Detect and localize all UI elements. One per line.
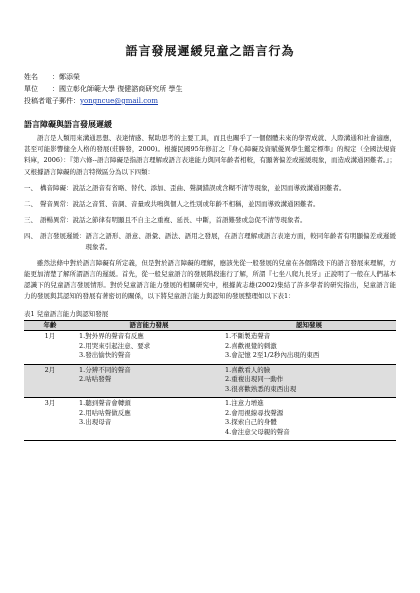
intro-paragraph: 語言是人類用來溝通思想、表達情感、幫助思考的主要工具，而且也關乎了一個個體未來的學習成就、人際溝通和社會適應，甚至可能影響健全人格的發展(莊勝發，2000)。根據民國95年修訂之『身心障礙及資賦優異學生鑑定標準』的規定（全國法規資料庫，2006）：『第六條--語言障礙是指語言理解或語言表達能力與同年齡者相較，有顯著偏差或遲緩現象，而造成溝通困難者。』；又根據語言障礙的語言特徵區分為以下四類：	[24, 134, 396, 176]
language-cell	[76, 331, 222, 365]
item-text: 說話之音質、音調、音量或共鳴與個人之性別或年齡不相稱，並因而導致溝通困難者。	[72, 199, 320, 208]
language-item: 2.用哭來引起注意、要求	[79, 341, 151, 350]
language-item: 2.用咕咕聲做反應	[79, 408, 131, 417]
item-number: 四、	[24, 231, 37, 240]
cognition-item: 1.不斷製造聲音	[225, 332, 271, 341]
language-item: 3.出現母音	[79, 418, 112, 427]
list-item	[24, 215, 396, 226]
cognition-item: 3.很喜歡熟悉的東西出現	[225, 384, 297, 393]
cognition-item: 4.會注意父母親的聲音	[225, 427, 290, 436]
item-label: 構音障礙：	[40, 183, 73, 192]
author-name-line: 姓名 ：鄭添榮	[24, 73, 80, 81]
item-text: 說話之語音有省略、替代、添加、歪曲、聲調錯誤或含糊不清等現象，並因而導致溝通困難者。	[72, 183, 346, 192]
age-cell: 2月	[24, 364, 76, 398]
item-number: 三、	[24, 215, 37, 224]
language-item: 1.聽到聲音會轉頭	[79, 399, 131, 408]
language-item: 1.對外界的聲音有反應	[79, 332, 144, 341]
language-item: 3.發出愉快的聲音	[79, 351, 131, 360]
list-item	[24, 183, 396, 194]
item-text: 說話之節律有明顯且不自主之重複、延長、中斷，首語難發或急促不清等現象者。	[72, 215, 307, 224]
closing-paragraph: 雖然法條中對於語言障礙有所定義，但是對於語言障礙的理解，應該先從一般發展的兒童在各個階段下的語言發展來理解，方能更加清楚了解所謂語言的遲緩。首先，從一般兒童語言的發展階段進行了解，所謂『七坐八爬九長牙』正說明了一般在人們基本認識下的兒童語言發展情形。對於兒童語言能力發展的相關研究中，根據黃志雄(2002)集結了許多學者的研究指出，兒童語言能力的發展與其認知的發展有著密切的關係，以下將兒童語言能力與認知的發展整理如以下表1：	[24, 258, 396, 301]
author-email-line: 投稿者電子郵件：yongncue@gmail.com	[24, 97, 159, 105]
cognition-item: 1.喜歡看人的臉	[225, 365, 271, 374]
header-cognition: 認知發展	[222, 320, 396, 331]
table-row	[24, 331, 396, 365]
table-row	[24, 364, 396, 398]
language-item: 2.咕咕發聲	[79, 375, 112, 384]
item-number: 一、	[24, 183, 37, 192]
list-item	[24, 199, 396, 210]
disorder-list	[24, 183, 396, 253]
paper-title: 語言發展遲緩兒童之語言行為	[125, 44, 295, 58]
age-cell: 3月	[24, 398, 76, 441]
language-cell	[76, 398, 222, 441]
list-item	[24, 231, 396, 253]
table-caption: 表1 兒童語言能力與認知發展	[24, 309, 109, 318]
cognition-item: 2.重複出現同一動作	[225, 375, 284, 384]
section-heading: 語言障礙與語言發展遲緩	[24, 119, 112, 129]
development-table	[24, 320, 396, 442]
name-label: 姓名	[24, 73, 38, 81]
cognition-item: 1.注意力增進	[225, 399, 264, 408]
header-language: 語言能力發展	[76, 320, 222, 331]
item-number: 二、	[24, 199, 37, 208]
cognition-item: 3.會記憶 2至1/2秒內出現的東西	[225, 351, 320, 360]
age-cell: 1月	[24, 331, 76, 365]
cognition-cell	[222, 364, 396, 398]
unit-label: 單位	[24, 85, 38, 93]
item-label: 語暢異常：	[40, 215, 73, 224]
author-info	[24, 71, 396, 107]
item-text: 語言之語形、語意、語彙、語法、語用之發展，在語言理解或語言表達方面，較同年齡者有明顯偏差或遲緩現象者。	[85, 231, 396, 251]
table-row	[24, 398, 396, 441]
header-age: 年齡	[24, 320, 76, 331]
author-name: 鄭添榮	[59, 73, 80, 81]
cognition-item: 2.喜歡視覺的刺激	[225, 341, 277, 350]
cognition-item: 3.探索自己的身體	[225, 418, 277, 427]
author-email-link[interactable]: yongncue@gmail.com	[80, 97, 159, 105]
author-unit: 國立彰化師範大學 復健諮商研究所 學生	[59, 85, 183, 93]
cognition-cell	[222, 331, 396, 365]
cognition-cell	[222, 398, 396, 441]
table-header-row	[24, 320, 396, 331]
email-label: 投稿者電子郵件	[24, 97, 73, 105]
language-item: 1.分辨不同的聲音	[79, 365, 131, 374]
item-label: 聲音異常：	[40, 199, 73, 208]
cognition-item: 2.會用視線尋找聲源	[225, 408, 284, 417]
item-label: 語言發展遲緩：	[40, 231, 86, 240]
author-unit-line: 單位 ：國立彰化師範大學 復健諮商研究所 學生	[24, 85, 183, 93]
language-cell	[76, 364, 222, 398]
